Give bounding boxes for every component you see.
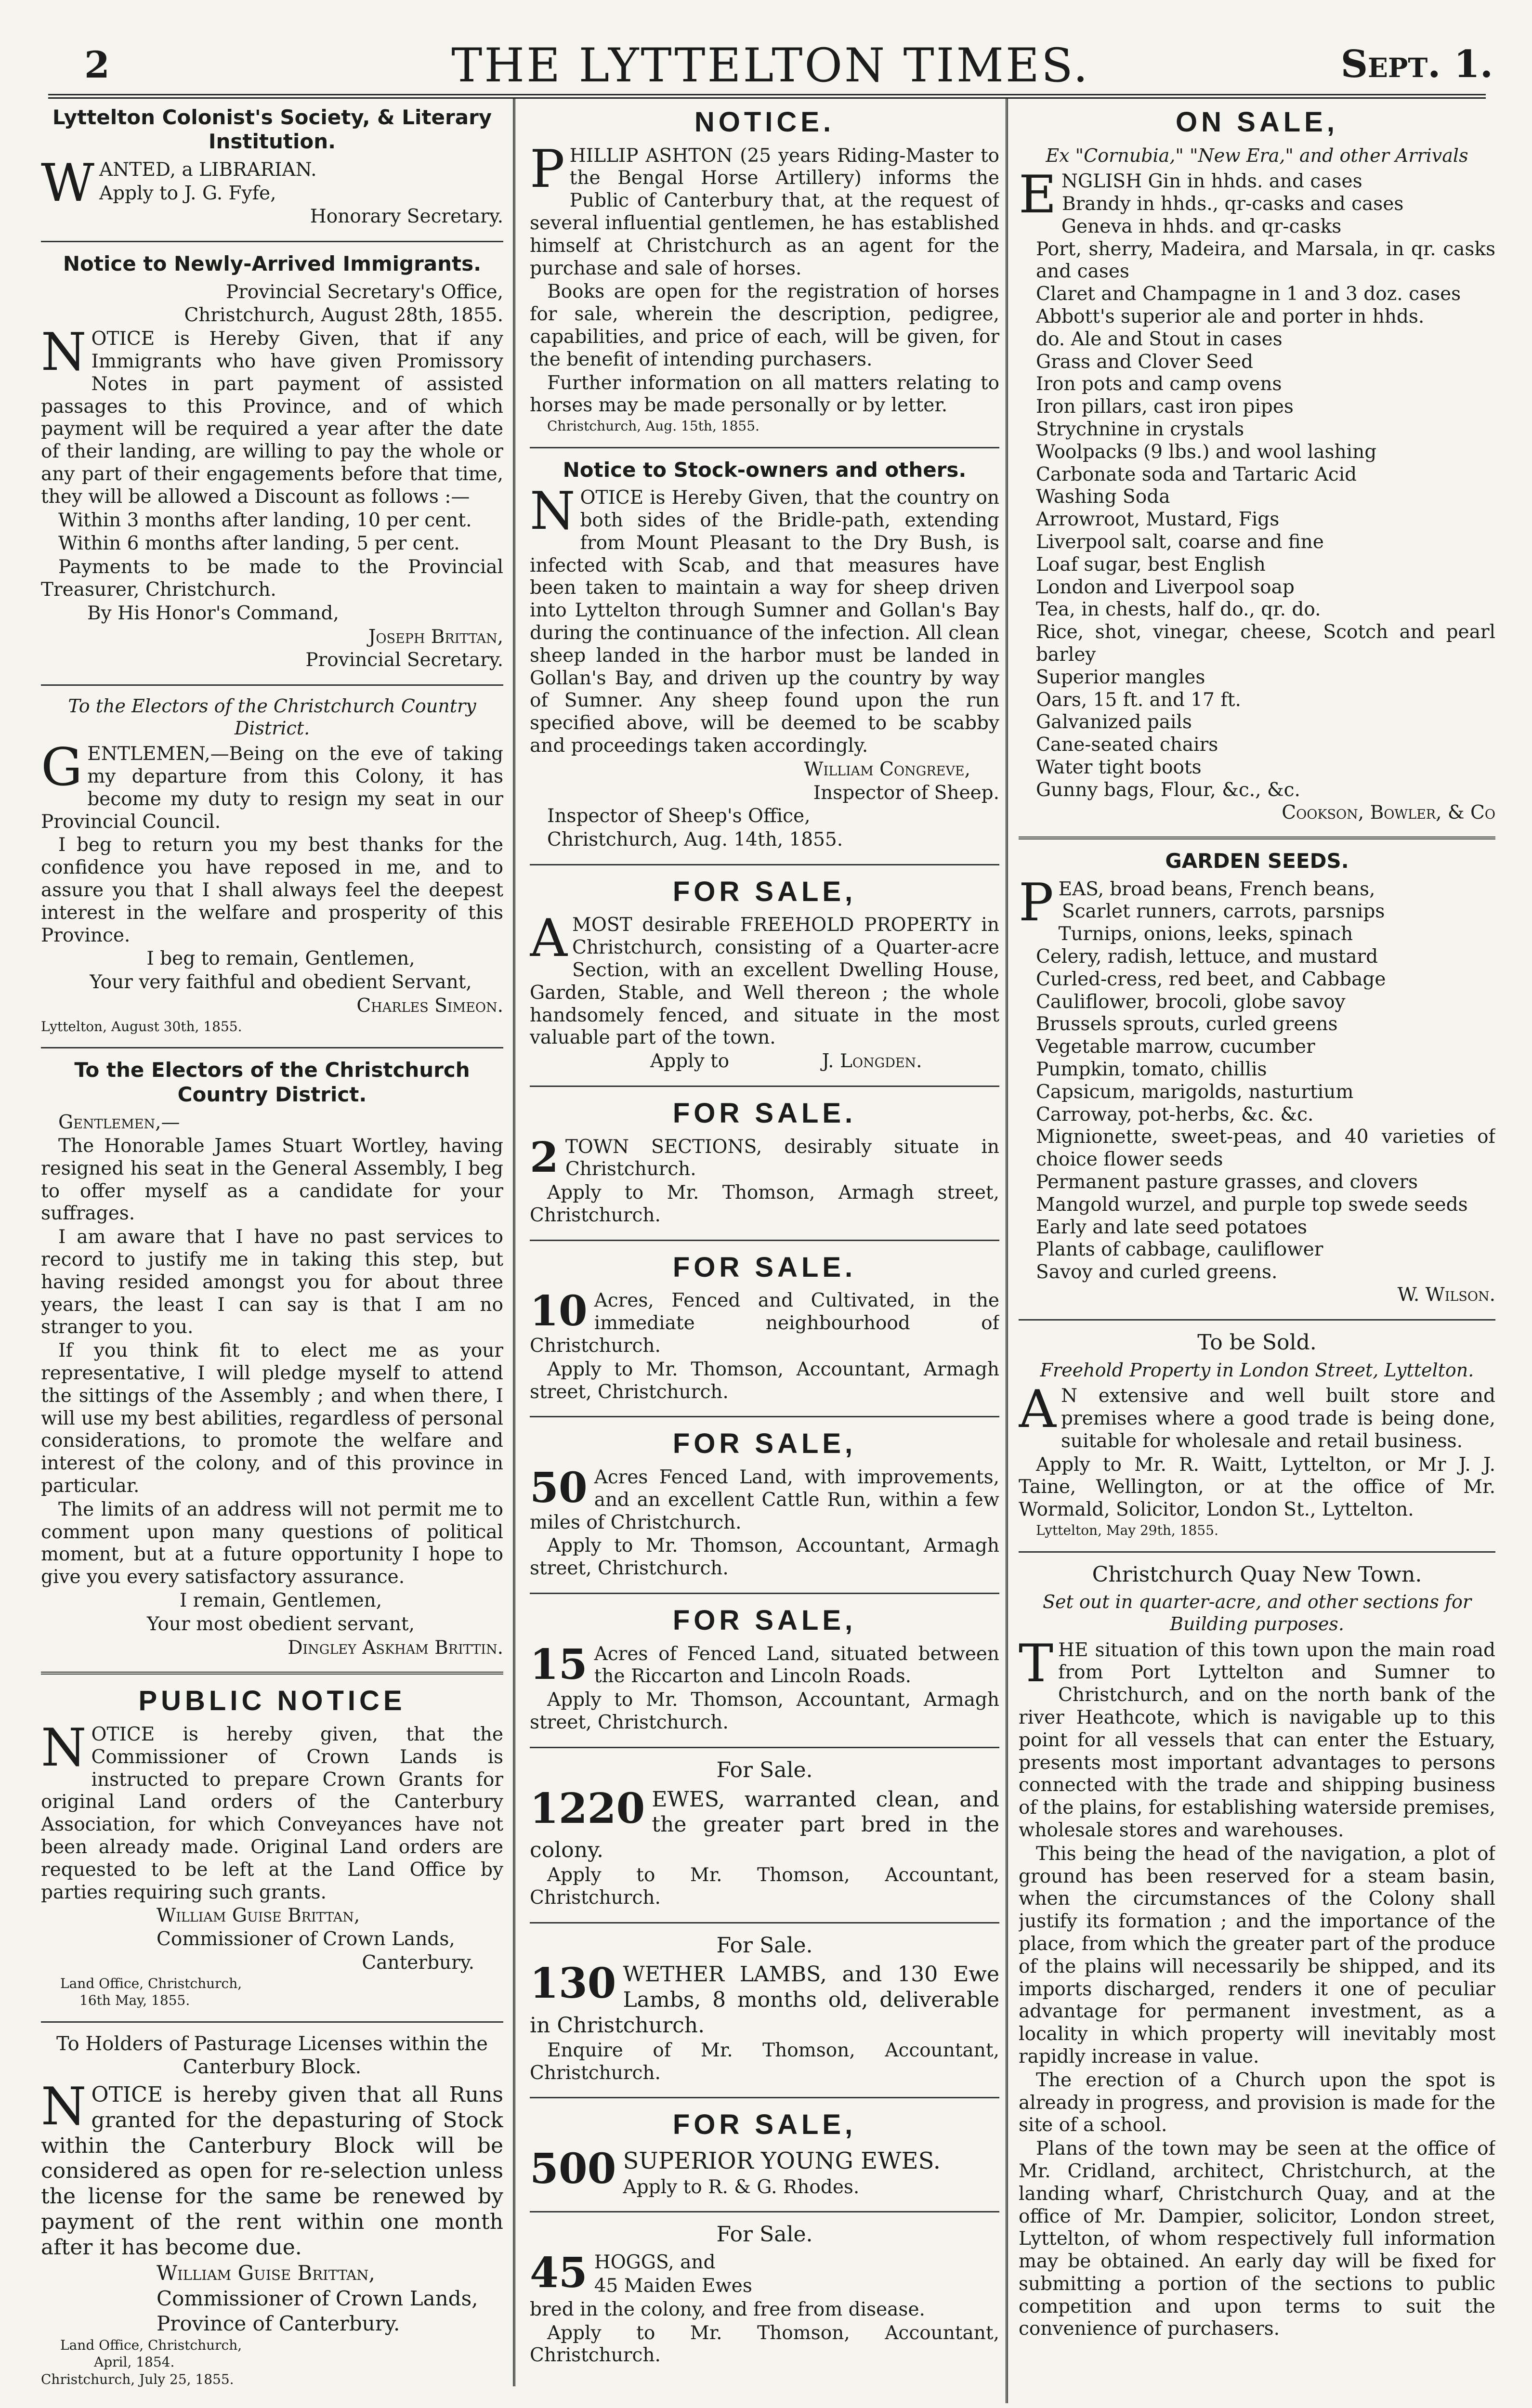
divider [41,684,503,686]
drop-cap: T [1019,1633,1054,1694]
advert-15-acres: FOR SALE, 15 Acres of Fenced Land, situated between the Riccarton and Lincoln Roads. Apply to Mr. Thomson, Accountant, Armagh street, Christchurch. [530,1605,999,1733]
advert-130-lambs: For Sale. 130 WETHER LAMBS, and 130 Ewe Lambs, 8 months old, deliverable in Christchurch. Enquire of Mr. Thomson, Accountant, Christchurch. [530,1933,999,2084]
divider [1019,837,1495,839]
advert-heading: To Holders of Pasturage Licenses within the Canterbury Block. [56,2032,488,2078]
advert-garden-seeds: GARDEN SEEDS. P EAS, broad beans, French beans, Scarlet runners, carrots, parsnips Turnips, onions, leeks, spinach Celery, radish, lettuce, and mustard Curled-cress, red beet, and Cabbage Cauliflower, brocoli, globe savoy Brussels sprouts, curled greens Vegetable marrow, cucumber Pumpkin, tomato, chillis Capsicum, marigolds, nasturtium Carroway, pot-herbs, &c. &c. Mignionette, sweet-peas, and 40 varieties of choice flower seeds Permanent pasture grasses, and clovers Mangold wurzel, and purple top swede seeds Early and late seed potatoes Plants of cabbage, cauliflower Savoy and curled greens. W. Wilson. [1019,849,1495,1306]
advert-heading: Notice to Stock-owners and others. [563,458,967,482]
advert-heading: For Sale. [716,1933,813,1958]
drop-cap: P [530,139,565,199]
lot-number: 500 [530,2144,616,2193]
column-divider [513,99,515,2386]
divider [41,241,503,242]
advert-heading: Christchurch Quay New Town. [1092,1562,1422,1587]
advert-heading: Notice to Newly-Arrived Immigrants. [63,252,482,276]
masthead-rule [48,94,1486,99]
advert-immigrants-notice: Notice to Newly-Arrived Immigrants. Provincial Secretary's Office, Christchurch, August 28th, 1855. N OTICE is Hereby Given, that if any Immigrants who have given Promissory Notes in part payment of assisted passages to this Province, and of which payment will be required a year after the date of their landing, are willing to pay the whole or any part of their engagements before that time, they will be allowed a Discount as follows :— Within 3 months after landing, 10 per cent. Within 6 months after landing, 5 per cent. Payments to be made to the Provincial Treasurer, Christchurch. By His Honor's Command, Joseph Brittan, Provincial Secretary. [41,252,503,671]
advert-heading: To the Electors of the Christchurch Country District. [74,1058,470,1106]
advert-pasturage-licenses: To Holders of Pasturage Licenses within the Canterbury Block. N OTICE is hereby given that all Runs granted for the depasturing of Stock within the Canterbury Block will be considered as open for re-selection unless the license for the same be renewed by payment of the rent within one month after it has become due. William Guise Brittan, Commissioner of Crown Lands, Province of Canterbury. Land Office, Christchurch, April, 1854. Christchurch, July 25, 1855. [41,2032,503,2387]
masthead [48,29,1493,101]
column-left [41,104,503,2400]
newspaper-title: THE LYTTELTON TIMES. [451,39,1090,92]
column-right [1019,104,1495,2400]
divider [41,2021,503,2023]
divider [530,1593,999,1594]
advert-heading: FOR SALE, [672,2109,857,2141]
drop-cap: G [41,737,83,798]
divider [530,1086,999,1087]
column-middle [530,104,999,2400]
advert-heading: Lyttelton Colonist's Society, & Literary Institution. [52,105,492,154]
lot-number: 15 [530,1640,588,1689]
advert-freehold-sale: FOR SALE, A MOST desirable FREEHOLD PROPERTY in Christchurch, consisting of a Quarter-acre Section, with an excellent Dwelling House, Garden, Stable, and Well thereon ; the whole handsomely fenced, and situate in the most valuable part of the town. Apply to J. Longden. [530,876,999,1073]
advert-subheading: Freehold Property in London Street, Lyttelton. [1040,1359,1474,1381]
advert-heading: PUBLIC NOTICE [138,1685,406,1717]
divider [530,2211,999,2212]
divider [41,1672,503,1675]
advert-heading: To be Sold. [1197,1330,1317,1355]
column-divider [1006,99,1008,2403]
advert-christchurch-quay: Christchurch Quay New Town. Set out in quarter-acre, and other sections for Building purposes. T HE situation of this town upon the main road from Port Lyttelton and Sumner to Christchurch, and on the north bank of the river Heathcote, which is navigable up to this point for all vessels that can enter the Estuary, presents most important advantages to persons connected with the trade and shipping business of the plains, for establishing waterside premises, wholesale stores and warehouses. This being the head of the navigation, a plot of ground has been reserved for a steam basin, when the circumstances of the Colony shall justify its formation ; and the importance of the place, from which the greater part of the produce of the plains will necessarily be shipped, and its imports discharged, renders it one of peculiar advantage for permanent investment, as a locality in which property will inevitably most rapidly increase in value. The erection of a Church upon the spot is already in progress, and provision is made for the site of a school. Plans of the town may be seen at the office of Mr. Cridland, architect, Christchurch, at the landing wharf, Christchurch Quay, and at the office of Mr. Dampier, solicitor, London street, Lyttelton, of whom respectively full information may be obtained. An early day will be fixed for submitting a portion of the sections to public competition and upon terms to suit the convenience of purchasers. [1019,1562,1495,2340]
advert-public-notice: PUBLIC NOTICE N OTICE is hereby given, that the Commissioner of Crown Lands is instructed to prepare Crown Grants for original Land orders of the Canterbury Association, for which Conveyances have not been already made. Original Land orders are requested to be left at the Land Office by parties requiring such grants. William Guise Brittan, Commissioner of Crown Lands, Canterbury. Land Office, Christchurch, 16th May, 1855. [41,1685,503,2009]
advert-librarian: Lyttelton Colonist's Society, & Literary Institution. W ANTED, a LIBRARIAN. Apply to J. G. Fyfe, Honorary Secretary. [41,105,503,228]
advert-heading: FOR SALE, [672,1605,857,1636]
divider [530,1747,999,1748]
advert-1220-ewes: For Sale. 1220 EWES, warranted clean, and the greater part bred in the colony. Apply to Mr. Thomson, Accountant, Christchurch. [530,1757,999,1909]
advert-to-be-sold: To be Sold. Freehold Property in London Street, Lyttelton. A N extensive and well built store and premises where a good trade is being done, suitable for wholesale and retail business. Apply to Mr. R. Waitt, Lyttelton, or Mr J. J. Taine, Wellington, or at the office of Mr. Wormald, Solicitor, London St., Lyttelton. Lyttelton, May 29th, 1855. [1019,1330,1495,1538]
drop-cap: N [41,2076,87,2137]
advert-subheading: Ex "Cornubia," "New Era," and other Arrivals [1046,144,1468,166]
advert-heading: FOR SALE. [672,1251,857,1283]
advert-heading: FOR SALE. [672,1098,857,1129]
advert-town-sections: FOR SALE. 2 TOWN SECTIONS, desirably situate in Christchurch. Apply to Mr. Thomson, Armagh street, Christchurch. [530,1098,999,1227]
advert-brittin-address: To the Electors of the Christchurch Country District. Gentlemen,— The Honorable James Stuart Wortley, having resigned his seat in the General Assembly, I beg to offer myself as a candidate for your suffrages. I am aware that I have no past services to record to justify me in taking this step, but having resided amongst you for about three years, the least I can say is that I am no stranger to you. If you think fit to elect me as your representative, I will pledge myself to attend the sittings of the Assembly ; and when there, I will use my best abilities, regardless of personal considerations, to promote the welfare and interest of the colony, and of this province in particular. The limits of an address will not permit me to comment upon many questions of political moment, but at a future opportunity I hope to give you every satisfactory assurance. I remain, Gentlemen, Your most obedient servant, Dingley Askham Brittin. [41,1058,503,1659]
divider [530,1416,999,1417]
advert-ashton-notice: NOTICE. P HILLIP ASHTON (25 years Riding-Master to the Bengal Horse Artillery) informs the Public of Canterbury that, at the request of several influential gentlemen, he has established himself at Christchurch as an agent for the purchase and sale of horses. Books are open for the registration of horses for sale, wherein the description, pedigree, capabilities, and price of each, will be given, for the benefit of intending purchasers. Further information on all matters relating to horses may be made personally or by letter. Christchurch, Aug. 15th, 1855. [530,106,999,434]
drop-cap: A [530,908,567,969]
page-number: 2 [84,43,110,86]
drop-cap: E [1019,165,1057,225]
advert-50-acres: FOR SALE, 50 Acres Fenced Land, with improvements, and an excellent Cattle Run, within a few miles of Christchurch. Apply to Mr. Thomson, Accountant, Armagh street, Christchurch. [530,1428,999,1580]
lot-number: 2 [530,1133,559,1182]
drop-cap: A [1019,1379,1056,1440]
advert-500-ewes: FOR SALE, 500 SUPERIOR YOUNG EWES. Apply to R. & G. Rhodes. [530,2108,999,2199]
drop-cap: N [530,481,576,542]
advert-45-hoggs: For Sale. 45 HOGGS, and 45 Maiden Ewes bred in the colony, and free from disease. Apply to Mr. Thomson, Accountant, Christchurch. [530,2222,999,2367]
advert-heading: For Sale. [716,2222,813,2247]
lot-number: 50 [530,1464,588,1513]
drop-cap: N [41,322,87,383]
drop-cap: P [1019,872,1054,933]
advert-heading: For Sale. [716,1757,813,1782]
lot-number: 10 [530,1287,588,1336]
divider [1019,1319,1495,1321]
advert-on-sale: ON SALE, Ex "Cornubia," "New Era," and other Arrivals E NGLISH Gin in hhds. and cases Brandy in hhds., qr-casks and cases Geneva in hhds. and qr-casks Port, sherry, Madeira, and Marsala, in qr. casks and cases Claret and Champagne in 1 and 3 doz. cases Abbott's superior ale and porter in hhds. do. Ale and Stout in cases Grass and Clover Seed Iron pots and camp ovens Iron pillars, cast iron pipes Strychnine in crystals Woolpacks (9 lbs.) and wool lashing Carbonate soda and Tartaric Acid Washing Soda Arrowroot, Mustard, Figs Liverpool salt, coarse and fine Loaf sugar, best English London and Liverpool soap Tea, in chests, half do., qr. do. Rice, shot, vinegar, cheese, Scotch and pearl barley Superior mangles Oars, 15 ft. and 17 ft. Galvanized pails Cane-seated chairs Water tight boots Gunny bags, Flour, &c., &c. Cookson, Bowler, & Co [1019,106,1495,824]
advert-heading: To the Electors of the Christchurch Country District. [68,695,476,739]
divider [530,1240,999,1241]
divider [1019,1551,1495,1553]
advert-heading: FOR SALE, [672,876,857,907]
lot-number: 130 [530,1959,616,2008]
advert-10-acres: FOR SALE. 10 Acres, Fenced and Cultivated, in the immediate neighbourhood of Christchurch. Apply to Mr. Thomson, Accountant, Armagh street, Christchurch. [530,1251,999,1403]
drop-cap: W [41,153,95,213]
divider [530,864,999,865]
advert-heading: GARDEN SEEDS. [1165,849,1349,873]
lot-number: 45 [530,2249,588,2298]
advert-heading: FOR SALE, [672,1428,857,1460]
advert-subheading: Set out in quarter-acre, and other sections for Building purposes. [1042,1591,1472,1635]
divider [530,1922,999,1924]
advert-heading: ON SALE, [1176,106,1338,138]
advert-heading: NOTICE. [694,106,835,138]
divider [41,1047,503,1048]
issue-date: Sept. 1. [1340,42,1493,86]
advert-simeon-address: To the Electors of the Christchurch Country District. G ENTLEMEN,—Being on the eve of taking my departure from this Colony, it has become my duty to resign my seat in our Provincial Council. I beg to return you my best thanks for the confidence you have reposed in me, and to assure you that I shall always feel the deepest interest in the welfare and prosperity of this Province. I beg to remain, Gentlemen, Your very faithful and obedient Servant, Charles Simeon. Lyttelton, August 30th, 1855. [41,695,503,1034]
advert-stock-owners: Notice to Stock-owners and others. N OTICE is Hereby Given, that the country on both sides of the Bridle-path, extending from Mount Pleasant to the Dry Bush, is infected with Scab, and that measures have been taken to maintain a way for sheep driven into Lyttelton through Sumner and Gollan's Bay during the continuance of the infection. All clean sheep landed in the harbor must be landed in Gollan's Bay, and driven up the country by way of Sumner. Any sheep found upon the run specified above, will be deemed to be scabby and proceedings taken accordingly. William Congreve, Inspector of Sheep. Inspector of Sheep's Office, Christchurch, Aug. 14th, 1855. [530,458,999,851]
drop-cap: N [41,1717,87,1778]
divider [530,447,999,448]
lot-number: 1220 [530,1784,645,1833]
divider [530,2097,999,2098]
